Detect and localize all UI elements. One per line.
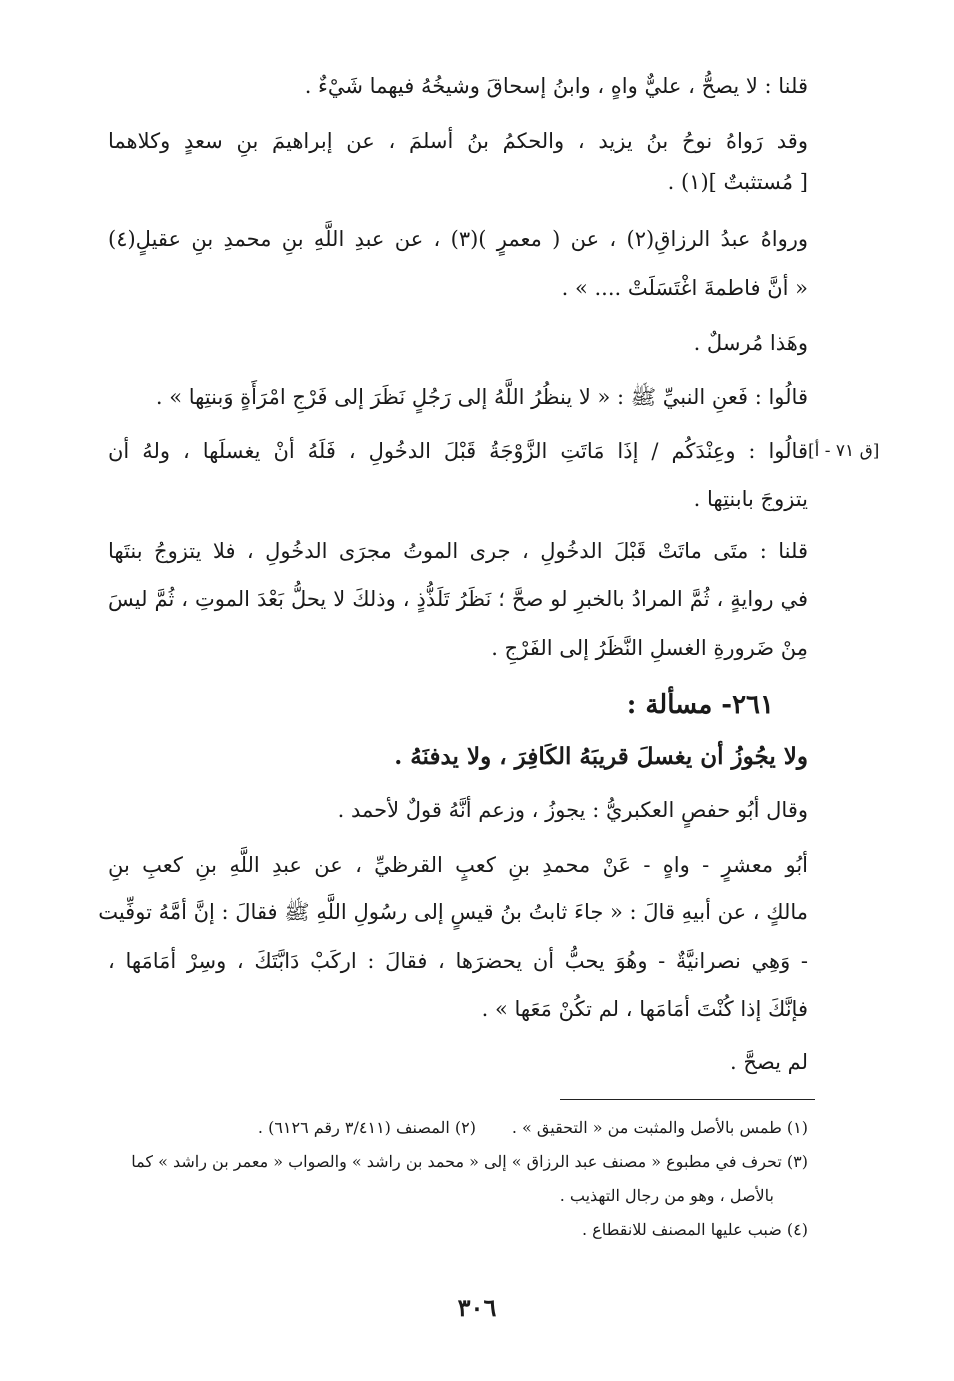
footnote-separator [560,1099,815,1100]
footnote-3: (٣) تحرف في مطبوع « مصنف عبد الرزاق » إلى « محمد بن راشد » والصواب « معمر بن راشد » كما [131,1152,808,1171]
text-line-5: « أنَّ فاطمةَ اغْتَسَلَتْ .... » . [561,276,808,300]
footnote-3-continued: بالأصل ، وهو من رجال التهذيب . [559,1186,774,1205]
issue-line-4: مالكٍ ، عن أبيهِ قالَ : « جاءَ ثابتُ بنُ قيسٍ إلى رسُولِ اللَّهِ ﷺ فقالَ : إنَّ أمَّهُ توفِّيت [98,900,808,924]
text-line-3: [ مُستثبتٌ ](١) . [667,170,808,194]
footnote-2: (٢) المصنف (٣/٤١١ رقم ٦١٢٦) . [257,1118,476,1137]
footnote-4: (٤) ضبب عليها المصنف للانقطاع . [582,1220,808,1239]
text-line-4: ورواهُ عبدُ الرزاقِ(٢) ، عن ( معمرٍ )(٣) ، عن عبدِ اللَّهِ بنِ محمدِ بنِ عقيلٍ(٤) [108,227,808,251]
margin-manuscript-note: [ق ٧١ - أ] [808,441,880,461]
text-line-10: قلنا : متَى ماتَتْ قَبْلَ الدخُولِ ، جرى الموتُ مجرَى الدخُولِ ، فلا يتزوجُ بنتَها [108,539,808,563]
footnote-1: (١) طمس بالأصل والمثبت من « التحقيق » . [511,1118,808,1137]
issue-line-7: لم يصحَّ . [729,1050,808,1074]
text-line-6: وهَذا مُرسلٌ . [693,331,808,355]
text-line-7: قالُوا : فَعنِ النبيِّ ﷺ : « لا ينظُرُ اللَّهُ إلى رَجُلٍ نَظَرَ إلى فَرْجِ امْرَأَةٍ وَبنتِها » . [155,385,808,409]
issue-statement: ولا يجُوزُ أن يغسلَ قريبَهُ الكَافِرَ ، ولا يدفنَهُ . [394,743,808,770]
issue-heading: ٢٦١- مسألة : [626,690,774,720]
issue-line-5: - وَهِي نصرانيَّةٌ - وهُوَ يحبُّ أن يحضرَها ، فقالَ : اركَبْ دَابَّتَكَ ، وسِرْ أمَامَها ، [108,949,808,973]
text-line-12: مِنْ ضَرورةِ الغسلِ النَّظَرُ إلى الفَرْجِ . [491,636,808,660]
text-line-9: يتزوجَ بابنتِها . [693,487,808,511]
text-line-2: وقد رَواهُ نوحُ بنُ يزيد ، والحكمُ بنُ أسلمَ ، عن إبراهيمَ بنِ سعدٍ وكلاهما [108,129,808,153]
issue-line-3: أبُو معشرٍ - واهٍ - عَنْ محمدِ بنِ كعبٍ القرظيِّ ، عن عبدِ اللَّهِ بنِ كعبِ بنِ [108,853,808,877]
issue-line-6: فإنَّكَ إذا كُنْتَ أمَامَها ، لم تكُنْ مَعَها » . [481,997,808,1021]
issue-line-2: وقال أبُو حفصٍ العكبريُّ : يجوزُ ، وزعم أنَّهُ قولٌ لأحمد . [337,798,808,822]
text-line-8: قالُوا : وعِنْدَكُم / إذَا مَاتَتِ الزَّوْجَةُ قَبْلَ الدخُولِ ، فَلَهُ أنْ يغسلَها ، ولهُ أن [108,439,808,463]
page-number: ٣٠٦ [457,1293,497,1322]
text-line-11: في روايةٍ ، ثُمَّ المرادُ بالخبرِ لو صحَّ ؛ نَظَرُ تَلَذُّذٍ ، وذلكَ لا يحلُّ بَعْدَ الموتِ ، ثُمَّ ليسَ [108,587,808,611]
text-line-1: قلنا : لا يصحُّ ، عليٌّ واهٍ ، وابنُ إسحاقَ وشيخُهُ فيهما شَيْءٌ . [304,74,808,98]
